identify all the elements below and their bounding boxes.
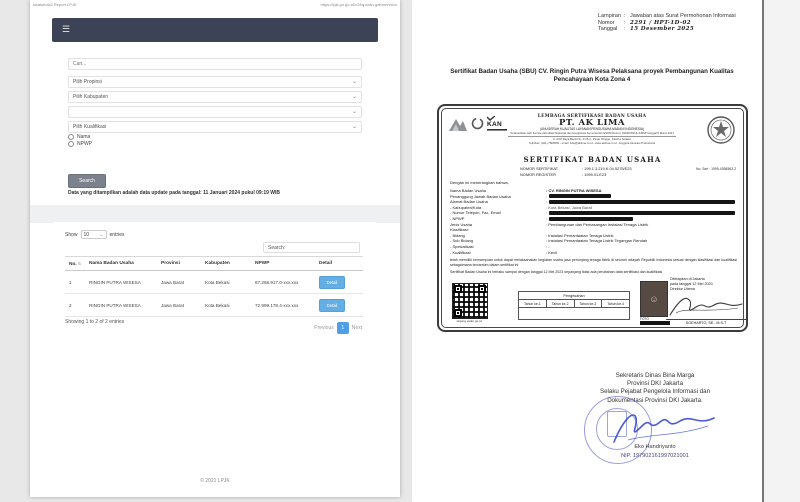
colon: : [624, 26, 626, 32]
propinsi-select-label: Pilih Propinsi [73, 79, 102, 85]
header-kabupaten[interactable]: Kabupaten [205, 261, 230, 266]
radio-option-npwp[interactable] [68, 140, 92, 147]
redaction-bar [549, 200, 735, 204]
table-search-input[interactable] [263, 242, 360, 253]
print-header-url: https://lpjk.pu.go.id/v2/laporan-gabmen/sbu [320, 2, 397, 7]
lampiran-label: Lampiran [598, 13, 621, 19]
search-input-placeholder: Cari... [73, 61, 87, 67]
photo-box: ☺ [640, 281, 668, 317]
certificate-header [508, 114, 676, 145]
field-label: - Sub Bidang [450, 238, 474, 244]
chevron-down-icon: ⌄ [351, 109, 357, 115]
showing-entries-text: Showing 1 to 2 of 2 entries [65, 319, 125, 325]
table-row [65, 294, 363, 317]
cell-kabupaten: Kota Bekasi [205, 302, 230, 308]
chevron-down-icon: ⌄ [351, 79, 357, 85]
field-label: Klasifikasi: [450, 227, 469, 233]
issued-block [670, 277, 744, 291]
nomor-sertifikat-label: NOMOR SERTIFIKAT [520, 166, 559, 171]
table-search-placeholder: Search: [268, 244, 286, 251]
results-card [54, 222, 376, 348]
header-no[interactable] [65, 261, 89, 267]
official-signature-icon [608, 406, 720, 448]
pengesahan-table [518, 291, 630, 320]
right-page [412, 0, 764, 502]
pagination-previous[interactable]: Previous [314, 325, 334, 331]
results-table [65, 256, 363, 317]
photo-label: FOTO [640, 317, 649, 321]
field-label: Jenis Usaha [450, 221, 473, 227]
pengesahan-header-row [519, 300, 629, 307]
show-label: Show [65, 231, 78, 238]
cell-npwp: 87.258.917.0-xxx.xxx [255, 279, 299, 285]
signoff-line-1: Sekretaris Dinas Bina Marga [615, 372, 695, 379]
pengesahan-col: Tahun ke-3 [575, 300, 603, 307]
colon: : [624, 19, 626, 26]
kabupaten-select[interactable] [68, 91, 362, 103]
search-button-label: Search [79, 178, 95, 184]
page-length-select[interactable] [81, 230, 107, 239]
header-nama[interactable]: Nama Badan Usaha [89, 261, 134, 266]
director-signature-icon [666, 291, 746, 319]
nomor-register-value: : 1999.01.E23 [582, 171, 607, 177]
certificate-fields [450, 188, 740, 255]
kan-label: KAN [487, 121, 502, 128]
signoff-block [542, 372, 768, 405]
colon: : [624, 13, 626, 19]
company-subtitle: (ANUGERAH KUALITAS LAYANAN PENGUSAHA MADANI INDONESIA) [540, 127, 644, 131]
pengesahan-title: Pengesahan [519, 292, 629, 300]
qr-finder-icon [454, 309, 462, 317]
qr-caption: siujang.esdm.go.id [456, 319, 482, 323]
redaction-bar [549, 211, 735, 215]
lsbu-triangle-logo-icon [448, 117, 468, 132]
nomor-sertifikat-value: : 199.1.3.219.K.04.5275/E23 [582, 166, 632, 171]
cell-no: 1 [69, 279, 72, 285]
field-value: : - [546, 243, 550, 249]
field-label: Penanggung Jawab Badan Usaha [450, 193, 511, 199]
table-header-row [65, 256, 363, 271]
nomor-register-row [520, 172, 632, 178]
field-value: : [546, 210, 548, 216]
signoff-name: Eko Handriyanto [634, 444, 676, 450]
chevron-down-icon: ⌄ [351, 94, 357, 100]
sort-icon: ⇅ [77, 260, 82, 266]
redaction-bar [549, 217, 633, 221]
background-strip [764, 0, 800, 502]
left-page [30, 0, 400, 497]
certificate-paragraph-1: telah memiliki kemampuan untuk dapat melaksanakan kegiatan usaha jasa penunjang tenaga listrik di seluruh wilayah Republik Indonesia sesuai dengan klasifikasi dan kualifikasi sebagaimana tercantum dalam sertifikat ini [450, 258, 737, 267]
show-entries-control [65, 230, 125, 239]
pagination-page-1[interactable]: 1 [337, 322, 349, 334]
accreditation-line: Terakreditasi oleh Komite Akreditasi Nasional dan teregistrasi Kementerian ESDM Nomor: 0009/20/DJL.4/BSP tanggal 5 Maret 2021 [508, 132, 676, 137]
qr-code [452, 283, 488, 319]
table-row [65, 271, 363, 294]
lampiran-value: Jawaban atas Surat Permohonan Informasi [630, 13, 736, 19]
detail-button[interactable]: Detail [319, 276, 345, 289]
lembaga-line: LEMBAGA SERTIFIKASI BADAN USAHA [537, 114, 647, 119]
pagination [314, 322, 362, 334]
header-provinsi[interactable]: Provinsi [161, 261, 180, 266]
address-line-2: Telp/Fax: (021) 7806556 - email: lsbu@aklima.co.id - www.aklima.co.id - Anggota Asosiasi Profesional [528, 140, 656, 145]
certificate-numbers [520, 166, 632, 177]
propinsi-select[interactable] [68, 76, 362, 88]
field-value: : Kecil [546, 249, 557, 255]
field-value: : Pembangunan dan Pemasangan Instalasi Tenaga Listrik [546, 221, 649, 227]
radio-nama-label: Nama [77, 133, 91, 140]
pengesahan-empty-row [519, 307, 629, 319]
field-label: - NPWP [450, 215, 465, 221]
signoff-line-3: Selaku Pejabat Pengelola Informasi dan [599, 388, 711, 396]
kualifikasi-select[interactable] [68, 121, 362, 133]
field-value: : [546, 215, 548, 221]
radio-icon[interactable] [68, 134, 74, 140]
cell-no: 2 [69, 302, 72, 308]
qr-finder-icon [478, 285, 486, 293]
header-npwp[interactable]: NPWP [255, 261, 270, 266]
pagination-next[interactable]: Next [351, 325, 362, 331]
issued-role: Direktur Utama [670, 286, 695, 291]
app-navbar [52, 18, 378, 42]
field-value: : CV. RINGIN PUTRA WISESA [546, 188, 602, 193]
document-title: Sertifikat Badan Usaha (SBU) CV. Ringin Putra Wisesa Pelaksana proyek Pembangunan Kualitas Pencahayaan Kota Zona 4 [450, 68, 734, 83]
field-row [450, 250, 740, 256]
cell-provinsi: Jawa Barat [161, 279, 184, 285]
signoff-line-4: Dokumentasi Provinsi DKI Jakarta. [607, 396, 703, 404]
field-value: : Instalasi Pemanfaatan Tenaga Listrik [546, 232, 614, 238]
field-label: - Nomor Telepon, Fax, Email [450, 210, 501, 216]
entries-label: entries [109, 231, 125, 238]
field-value: : Instalasi Pemanfaatan Tenaga Listrik Tegangan Rendah [546, 238, 648, 244]
tanggal-value-handwritten: 15 Desember 2025 [630, 26, 695, 32]
field-value: : Kota Bekasi, Jawa Barat [546, 204, 592, 210]
letter-meta-block [598, 13, 750, 33]
hamburger-menu-icon[interactable]: ☰ [62, 24, 71, 34]
update-note: Data yang ditampilkan adalah data update pada tanggal: 11 Januari 2024 pukul 09:19 WIB [68, 190, 281, 196]
nomor-value-handwritten: 2291 / HPT-1D-02 [630, 19, 691, 26]
tanggal-label: Tanggal [598, 26, 618, 32]
chevron-down-icon: ⌄ [99, 231, 104, 238]
page-length-value: 10 [83, 231, 90, 238]
header-detail[interactable]: Detail [319, 261, 333, 266]
header-no-label: No. [69, 261, 77, 267]
signoff-nip: NIP. 197902161997021001 [621, 453, 689, 459]
kan-underline2 [487, 130, 507, 131]
signoff-line-2: Provinsi DKI Jakarta [626, 380, 684, 388]
issued-place: Ditetapkan di Jakarta [670, 277, 705, 281]
chevron-down-icon: ⌄ [351, 124, 357, 130]
radio-icon[interactable] [68, 141, 74, 147]
field-value: : [546, 193, 548, 199]
nomor-register-label: NOMOR REGISTER [520, 171, 556, 177]
company-name: PT. AK LIMA [559, 118, 625, 128]
cell-nama: RINGIN PUTRA WISESA [89, 279, 141, 285]
empty-select[interactable] [68, 106, 362, 118]
cell-provinsi: Jawa Barat [161, 302, 184, 308]
issued-date: pada tanggal 12 Mei 2020 [670, 281, 713, 286]
cell-nama: RINGIN PUTRA WISESA [89, 302, 141, 308]
kabupaten-select-label: Pilih Kabupaten [73, 94, 109, 100]
serial-number: No. Seri : 1999-4398563-2 [696, 167, 736, 171]
field-label: Nama Badan Usaha [450, 188, 487, 193]
search-button[interactable] [68, 174, 106, 188]
search-input[interactable] [68, 58, 362, 70]
field-label: - Kabupaten/Kota [450, 204, 482, 210]
radio-npwp-label: NPWP [77, 140, 92, 147]
address-line-1: Jl. AUP Raya Barat No. 21 B-C, Pasar Minggu, Jakarta Selatan [552, 137, 632, 142]
field-label: Alamat Badan Usaha [450, 199, 488, 205]
certificate-paragraph-2: Sertifikat Badan Usaha ini berlaku sampai dengan tanggal 12 Mei 2023 sepanjang tidak ada perubahan data sertifikasi dan kualifikasi [450, 270, 663, 274]
app-footer: © 2021 LPJK [200, 478, 230, 484]
pengesahan-col: Tahun ke-2 [547, 300, 575, 307]
section-divider [30, 205, 400, 223]
field-label: - Bidang [450, 232, 465, 238]
pengesahan-col: Tahun ke-1 [519, 300, 547, 307]
cell-kabupaten: Kota Bekasi [205, 279, 230, 285]
nomor-label: Nomor [598, 19, 615, 26]
kualifikasi-select-label: Pilih Kualifikasi [73, 124, 107, 130]
director-name: SOEHARTO, SE., M.S.T [666, 319, 746, 325]
kan-logo [487, 116, 509, 131]
redaction-bar [549, 194, 611, 198]
print-header-title: swakelola2 Report LPJK [33, 2, 77, 7]
field-value: : [546, 199, 548, 205]
circle-o-logo-icon [471, 117, 484, 130]
radio-option-nama[interactable] [68, 133, 90, 140]
municipal-emblem-icon [707, 116, 735, 144]
tanggal-row [598, 26, 750, 33]
field-label: - Kualifikasi [450, 249, 471, 255]
field-label: - Spesialisasi [450, 243, 474, 249]
qr-finder-icon [454, 285, 462, 293]
certificate-title: SERTIFIKAT BADAN USAHA [523, 155, 662, 164]
certificate-intro: Dengan ini menerangkan bahwa, [450, 180, 509, 185]
certificate [437, 104, 748, 332]
cell-npwp: 72.999.178.4-xxx.xxx [255, 302, 299, 308]
pengesahan-col: Tahun ke-4 [607, 301, 625, 306]
detail-button[interactable]: Detail [319, 299, 345, 312]
